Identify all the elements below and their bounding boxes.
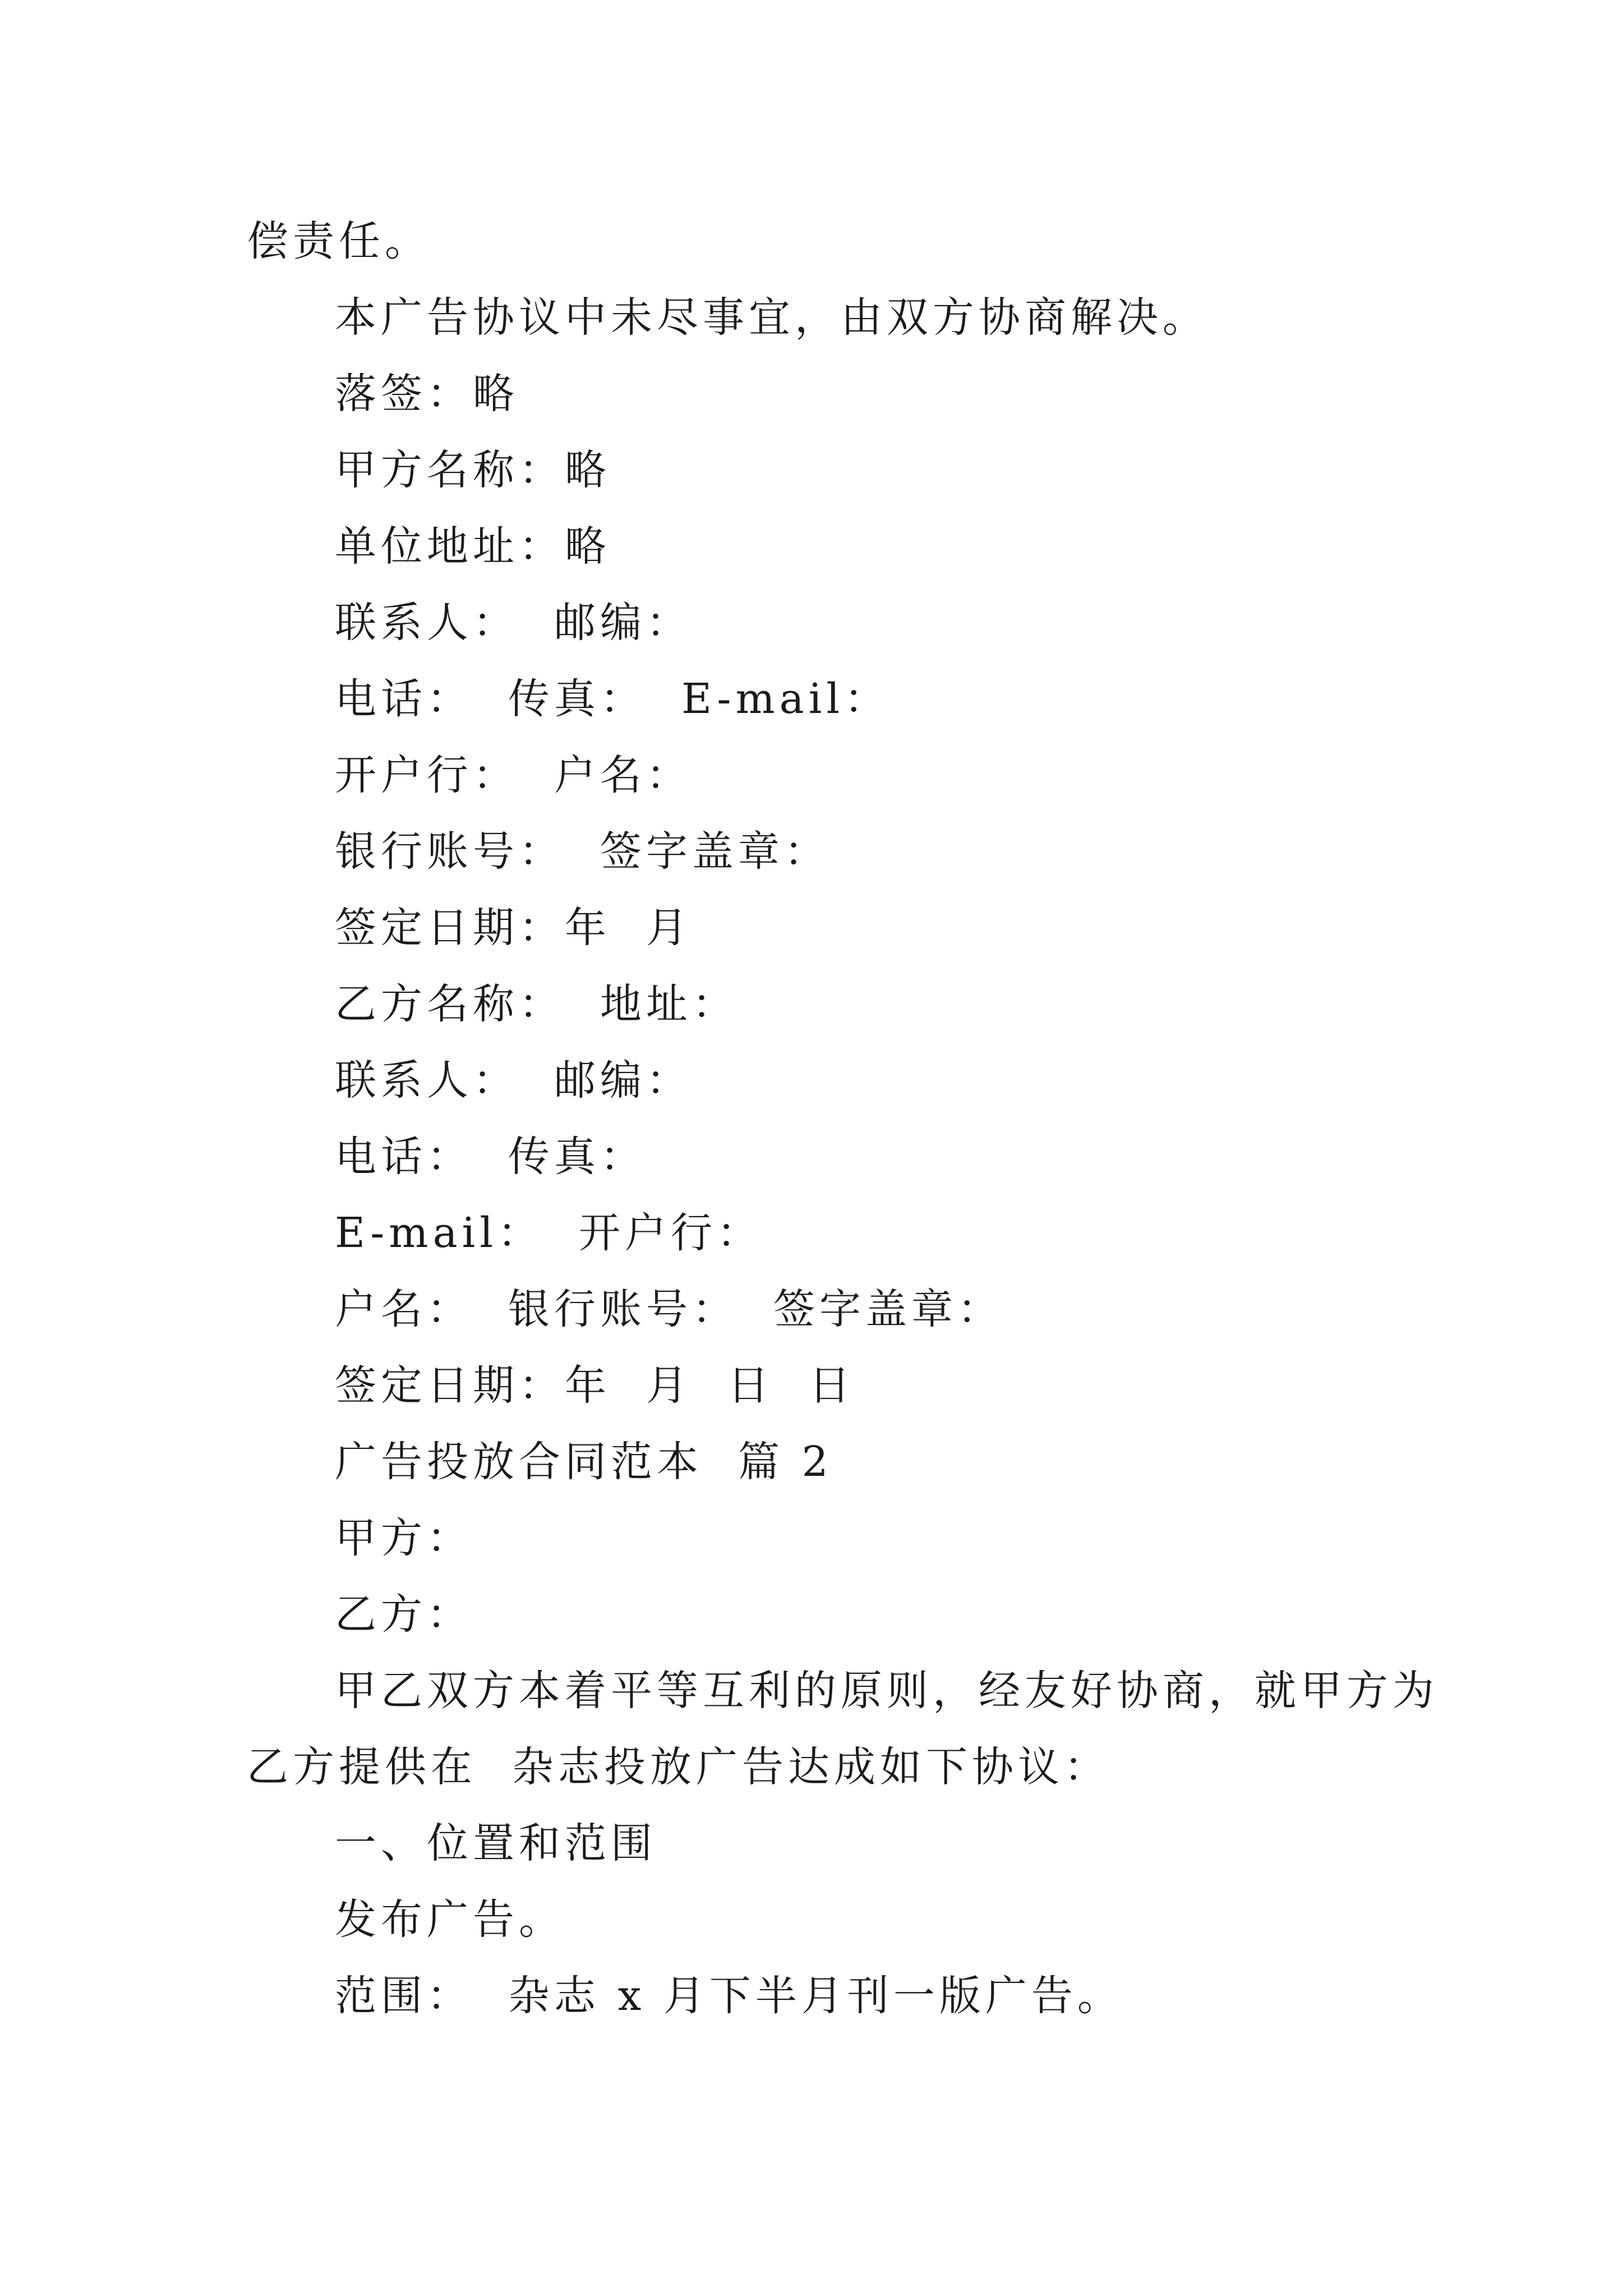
party-a-name: 甲方名称：略 (335, 446, 611, 494)
signature-heading: 落签：略 (335, 370, 519, 418)
paragraph-line: 发布广告。 (335, 1895, 565, 1944)
party-b-email: E-mail： 开户行： (335, 1209, 763, 1257)
paragraph-line: 甲乙双方本着平等互利的原则，经友好协商，就甲方为 (335, 1667, 1438, 1715)
party-b-contact: 联系人： 邮编： (335, 1056, 693, 1105)
paragraph-line: 乙方提供在 杂志投放广告达成如下协议： (247, 1743, 1110, 1791)
party-a-bank: 开户行： 户名： (335, 751, 693, 799)
clause-heading: 一、位置和范围 (335, 1819, 657, 1867)
party-a-label: 甲方： (335, 1514, 473, 1562)
party-b-label: 乙方： (335, 1590, 473, 1639)
section-title: 广告投放合同范本 篇 2 (335, 1438, 833, 1486)
party-a-phone: 电话： 传真： E-mail： (335, 675, 891, 723)
paragraph-line: 本广告协议中未尽事宜，由双方协商解决。 (335, 293, 1209, 342)
party-b-phone: 电话： 传真： (335, 1133, 647, 1181)
party-a-account: 银行账号： 签字盖章： (335, 827, 831, 876)
party-a-address: 单位地址：略 (335, 522, 611, 570)
paragraph-line: 偿责任。 (247, 217, 431, 265)
party-b-date: 签定日期：年 月 日 日 (335, 1361, 855, 1410)
party-a-date: 签定日期：年 月 (335, 904, 693, 952)
party-b-name: 乙方名称： 地址： (335, 980, 739, 1028)
paragraph-line: 范围： 杂志 x 月下半月刊一版广告。 (335, 1972, 1123, 2020)
party-b-account: 户名： 银行账号： 签字盖章： (335, 1285, 1004, 1333)
party-a-contact: 联系人： 邮编： (335, 599, 693, 647)
